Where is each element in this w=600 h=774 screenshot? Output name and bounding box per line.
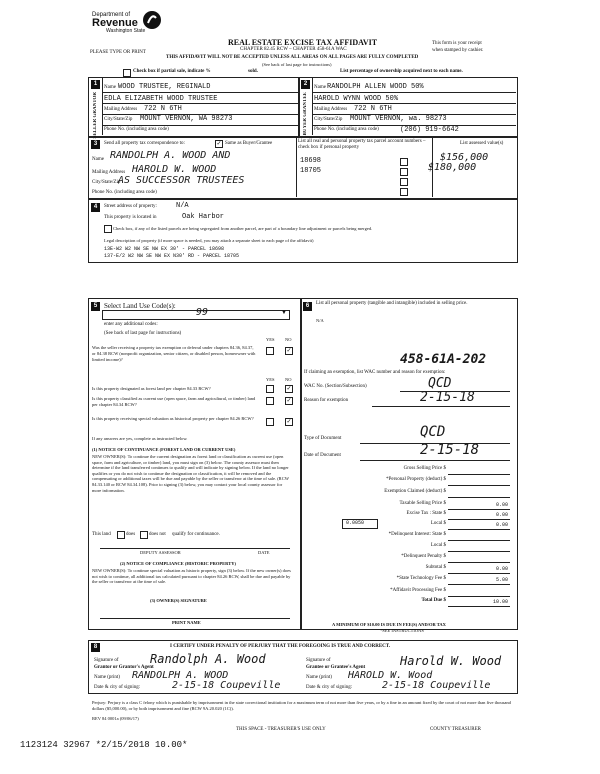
land-use-code: 99: [196, 307, 209, 318]
notice1-title: (1) NOTICE OF CONTINUANCE (FOREST LAND OR CURRENT USE): [92, 447, 236, 452]
reason-label: Reason for exemption: [304, 398, 349, 403]
land-use-label: Select Land Use Code(s):: [104, 302, 176, 310]
question-4: Is this property receiving special valuation as historical property per chapter 84.26 RCW?: [92, 416, 254, 421]
reason-value[interactable]: 2-15-18: [420, 390, 475, 405]
print-name-label: PRINT NAME: [172, 620, 201, 625]
buyer-city-label: City/State/Zip: [314, 117, 343, 122]
grantor-sig-label: Signature of: [94, 658, 119, 663]
legal-line1[interactable]: 13E-W2 W2 NW SE NW EX 30' - PARCEL 18698: [104, 246, 225, 252]
grantor-date[interactable]: 2-15-18 Coupeville: [172, 680, 281, 691]
section-2-number: 2: [301, 80, 310, 89]
grantor-name[interactable]: RANDOLPH A. WOOD: [132, 670, 229, 681]
legal-line2[interactable]: 137-E/2 W2 NW SE NW EX N30' RD - PARCEL 18705: [104, 253, 240, 259]
street-value[interactable]: N/A: [176, 202, 189, 210]
q1-yes-checkbox[interactable]: [266, 347, 274, 355]
buyer-name1[interactable]: RANDOLPH ALLEN WOOD 50%: [327, 83, 424, 91]
grantee-date-label: Date & city of signing:: [306, 685, 353, 690]
grantee-name[interactable]: HAROLD W. Wood: [348, 670, 433, 681]
yes-header-2: YES: [266, 377, 275, 382]
tax-row-label: Total Due $: [421, 598, 446, 603]
seller-name2[interactable]: EDLA ELIZABETH WOOD TRUSTEE: [104, 95, 218, 103]
parcel-personal-checkbox-2[interactable]: [400, 168, 408, 176]
this-land-label: This land: [92, 532, 111, 537]
treasurer-space: THIS SPACE - TREASURER'S USE ONLY: [236, 727, 326, 732]
tax-row-label: *Affidavit Processing Fee $: [390, 588, 446, 593]
assessed-header: List assessed value(s): [460, 141, 504, 146]
no-header-2: NO: [285, 377, 292, 382]
section-8-number: 8: [91, 643, 100, 652]
does-checkbox[interactable]: [117, 531, 125, 539]
notice2-body: NEW OWNER(S): To continue special valuation as historic property, sign (3) below. If the new owner(s) does not wish to continue, all additional tax calculated pursuant to chapter 84.26 RCW, shall be due and payable by the seller or transferor at the time of sale.: [92, 568, 291, 585]
local-rate-value[interactable]: 0.0050: [346, 520, 365, 526]
deputy-date-label: DATE: [258, 550, 270, 555]
additional-codes-label: enter any additional codes:: [104, 322, 158, 327]
agency-line2: Revenue: [92, 17, 138, 29]
parcel-value-2[interactable]: $180,000: [428, 162, 477, 173]
corr-phone-label: Phone No. (including area code): [92, 190, 157, 195]
perjury-note: Perjury: Perjury is a class C felony which is punishable by imprisonment in the state correctional institution for a maximum term of not more than five years, or by a fine in an amount fixed by the court of not more than five thousand dollars ($5,000.00), or by both imprisonment and fine (RCW 9A.20.020 (1C)).: [92, 700, 511, 711]
does-not-label: does not: [149, 532, 166, 537]
parcels-header: List all real and personal property tax parcel account numbers – check box if personal property: [298, 139, 426, 150]
buyer-city[interactable]: MOUNT VERNON, wa. 98273: [350, 115, 447, 123]
see-back: (See back of last page for instructions): [262, 62, 332, 67]
section-1-number: 1: [91, 80, 100, 89]
q2-yes-checkbox[interactable]: [266, 385, 274, 393]
q1-no-checkbox[interactable]: ✓: [286, 348, 292, 354]
tax-row-label: Exemption Claimed (deduct) $: [384, 489, 446, 494]
partial-sale-checkbox[interactable]: [123, 69, 131, 77]
notice1-body: NEW OWNER(S): To continue the current designation as forest land or classification as current use (open space, farm and agriculture, or timber) land, you must sign on (3) below. The county assessor must then determine if the land transferred continues to qualify and will indicate by signing below. If the land no longer qualifies or you do not wish to continue the designation or classification, it will be removed and the compensating or additional taxes will be due and payable by the seller or transferor at the time of sale. (RCW 84.33.140 or RCW 84.34.108). Prior to signing (3) below, you may contact your local county assessor for more information.: [92, 454, 289, 493]
personal-property-value[interactable]: N/A: [316, 318, 324, 323]
corr-city-label: City/State/Zip: [92, 180, 121, 185]
please-type: PLEASE TYPE OR PRINT: [90, 50, 146, 55]
corr-mailing[interactable]: HAROLD W. WOOD: [132, 164, 217, 175]
minimum-note: A MINIMUM OF $10.00 IS DUE IN FEE(S) AND/OR TAX: [332, 622, 446, 627]
owner-signature-label: (3) OWNER(S) SIGNATURE: [150, 598, 207, 603]
buyer-phone-label: Phone No. (including area code): [314, 127, 379, 132]
corr-city[interactable]: AS SUCCESSOR TRUSTEES: [118, 175, 245, 186]
section-4-number: 4: [91, 203, 100, 212]
seller-name-label: Name: [104, 85, 116, 90]
tax-row-value[interactable]: 0.00: [495, 522, 508, 528]
seller-city[interactable]: MOUNT VERNON, WA 98273: [140, 115, 233, 123]
exemption-label: If claiming an exemption, list WAC number and reason for exemption:: [304, 370, 446, 375]
doc-date-label: Date of Document: [304, 453, 341, 458]
rev-number: REV 84 0001a (09/06/17): [92, 716, 139, 721]
tax-row-value[interactable]: 0.00: [495, 566, 508, 572]
tax-row-value[interactable]: 10.00: [492, 599, 508, 605]
does-label: does: [126, 532, 136, 537]
grantee-signature[interactable]: Harold W. Wood: [400, 654, 502, 668]
yes-header-1: YES: [266, 337, 275, 342]
located-label: This property is located in: [104, 215, 157, 220]
tax-row-label: Gross Selling Price $: [403, 466, 446, 471]
revenue-logo: [92, 12, 145, 34]
wac-value[interactable]: QCD: [428, 376, 452, 391]
qualify-label: qualify for continuance.: [172, 532, 220, 537]
tax-row-value[interactable]: 0.00: [495, 512, 508, 518]
segregated-note: Check box, if any of the listed parcels are being segregated from another parcel, are part of a boundary line adjustment or parcels being merged.: [113, 226, 373, 231]
seller-mailing-label: Mailing Address: [104, 107, 138, 112]
see-instructions: *SEE INSTRUCTIONS: [380, 628, 424, 633]
tax-row-label: Excise Tax : State $: [406, 511, 446, 516]
q3-yes-checkbox[interactable]: [266, 397, 274, 405]
q2-no-checkbox[interactable]: ✓: [286, 386, 292, 392]
receipt-note2: when stamped by cashier.: [432, 48, 484, 53]
county-treasurer: COUNTY TREASURER: [430, 727, 481, 732]
parcel-number-2[interactable]: 18705: [300, 167, 322, 175]
question-3: Is this property classified as current use (open space, farm and agricultural, or timber) land per chapter 84.34 RCW?: [92, 396, 256, 407]
form-subtitle: CHAPTER 82.45 RCW – CHAPTER 458-61A WAC: [240, 47, 347, 52]
tax-row-label: *Delinquent Penalty $: [401, 554, 446, 559]
parcel-personal-checkbox-4[interactable]: [400, 188, 408, 196]
question-1: Was the seller receiving a property tax exemption or deferral under chapters 84.36, 84.37, or 84.38 RCW (nonprofit organization, senior citizen, or disabled person, homeowner with limited income)?: [92, 345, 256, 362]
form-warning: THIS AFFIDAVIT WILL NOT BE ACCEPTED UNLESS ALL AREAS ON ALL PAGES ARE FULLY COMPLETED: [166, 55, 419, 60]
parcel-number-1[interactable]: 18698: [300, 157, 322, 165]
grantor-agent-label: Grantor or Grantor's Agent: [94, 665, 154, 670]
section-5-number: 5: [91, 302, 100, 311]
if-yes-note: If any answers are yes, complete as instructed below.: [92, 436, 188, 441]
grantee-date[interactable]: 2-15-18 Coupeville: [382, 680, 491, 691]
buyer-mailing[interactable]: 722 N 6TH: [354, 105, 392, 113]
partial-sale-label: Check box if partial sale, indicate %: [133, 69, 211, 74]
tax-row-label: *Delinquent Interest: State $: [388, 532, 446, 537]
no-header-1: NO: [285, 337, 292, 342]
grantee-agent-label: Grantee or Grantee's Agent: [306, 665, 366, 670]
correspondence-label: Send all property tax correspondence to:: [104, 141, 185, 146]
buyer-name2[interactable]: HAROLD WYNN WOOD 50%: [314, 95, 399, 103]
tax-row-label: Local $: [430, 543, 446, 548]
same-as-buyer-checkbox[interactable]: ✓: [216, 141, 222, 147]
section-3-number: 3: [91, 140, 100, 149]
question-2: Is this property designated as forest land per chapter 84.33 RCW?: [92, 386, 211, 391]
same-as-buyer-label: Same as Buyer/Grantee: [225, 141, 273, 146]
receipt-note1: This form is your receipt: [432, 41, 482, 46]
grantor-name-label: Name (print): [94, 675, 120, 680]
grantor-signature[interactable]: Randolph A. Wood: [150, 652, 266, 666]
tax-row-label: Subtotal $: [425, 565, 446, 570]
doc-date-value[interactable]: 2-15-18: [420, 442, 480, 458]
seller-side-label: SELLER GRANTOR: [93, 92, 98, 139]
buyer-phone[interactable]: (206) 919-6642: [400, 126, 459, 134]
grantor-date-label: Date & city of signing:: [94, 685, 141, 690]
seller-city-label: City/State/Zip: [104, 117, 133, 122]
does-not-checkbox[interactable]: [140, 531, 148, 539]
buyer-name-label: Name: [314, 85, 326, 90]
corr-mailing-label: Mailing Address: [92, 170, 126, 175]
tax-row-label: *State Technology Fee $: [396, 576, 446, 581]
parcel-personal-checkbox-3[interactable]: [400, 178, 408, 186]
doc-type-value[interactable]: QCD: [420, 424, 446, 440]
tax-row-value[interactable]: 5.00: [495, 577, 508, 583]
revenue-seal-icon: [142, 10, 162, 30]
partial-sale-sold: sold.: [248, 69, 258, 74]
q4-no-checkbox[interactable]: ✓: [286, 419, 292, 425]
agency-line1: Department of: [92, 12, 131, 18]
q4-yes-checkbox[interactable]: [266, 418, 274, 426]
located-value[interactable]: Oak Harbor: [182, 213, 225, 221]
segregated-checkbox[interactable]: [104, 225, 112, 233]
chevron-down-icon[interactable]: ▼: [281, 310, 287, 316]
buyer-side-label: BUYER GRANTEE: [303, 92, 308, 136]
grantee-name-label: Name (print): [306, 675, 332, 680]
tax-row-label: Taxable Selling Price $: [399, 501, 446, 506]
parcel-personal-checkbox-1[interactable]: [400, 158, 408, 166]
personal-property-label: List all personal property (tangible and intangible) included in selling price.: [316, 301, 468, 306]
ownership-note: List percentage of ownership acquired next to each name.: [340, 69, 463, 74]
street-label: Street address of property:: [104, 204, 157, 209]
land-use-see-back: (See back of last page for instructions): [104, 331, 182, 336]
corr-name-label: Name: [92, 157, 104, 162]
wac-label: WAC No. (Section/Subsection): [304, 384, 367, 389]
seller-name1[interactable]: WOOD TRUSTEE, REGINALD: [118, 83, 211, 91]
handwritten-wac: 458-61A-202: [400, 352, 487, 367]
recording-stamp: 1123124 32967 *2/15/2018 10.00*: [20, 740, 188, 750]
tax-row-label: Local $: [430, 521, 446, 526]
q3-no-checkbox[interactable]: ✓: [286, 398, 292, 404]
corr-name[interactable]: RANDOLPH A. WOOD AND: [110, 150, 231, 161]
buyer-mailing-label: Mailing Address: [314, 107, 348, 112]
seller-phone-label: Phone No. (including area code): [104, 127, 169, 132]
deputy-assessor-label: DEPUTY ASSESSOR: [140, 550, 181, 555]
doc-type-label: Type of Document: [304, 436, 342, 441]
seller-mailing[interactable]: 722 N 6TH: [144, 105, 182, 113]
certify-statement: I CERTIFY UNDER PENALTY OF PERJURY THAT THE FOREGOING IS TRUE AND CORRECT.: [170, 644, 391, 649]
tax-row-value[interactable]: 0.00: [495, 502, 508, 508]
parcel-value-1[interactable]: $156,000: [440, 152, 489, 163]
section-6-number: 6: [303, 302, 312, 311]
legal-label: Legal description of property (if more space is needed, you may attach a separate sheet to each page of the affidavit): [104, 238, 314, 243]
agency-line3: Washington State: [106, 28, 146, 34]
form-title: REAL ESTATE EXCISE TAX AFFIDAVIT: [228, 38, 378, 47]
tax-row-label: *Personal Property (deduct) $: [386, 477, 446, 482]
notice2-title: (2) NOTICE OF COMPLIANCE (HISTORIC PROPERTY): [120, 561, 236, 566]
grantee-sig-label: Signature of: [306, 658, 331, 663]
